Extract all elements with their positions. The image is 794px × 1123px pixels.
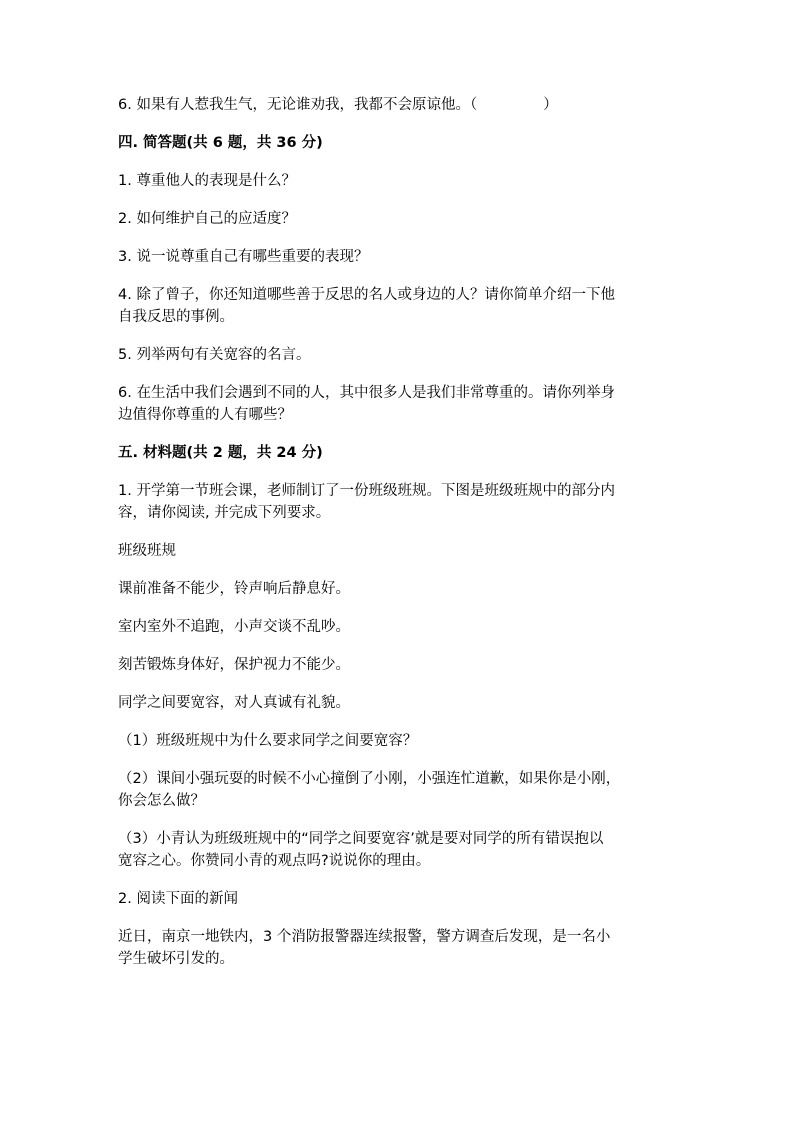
- section-4-question-3: 3. 说一说尊重自己有哪些重要的表现？: [118, 249, 369, 265]
- class-rule-4: 同学之间要宽容，对人真诚有礼貌。: [118, 695, 350, 711]
- document-page: [118, 94, 678, 986]
- sub-question-3: （3）小青认为班级班规中的“同学之间要宽容’就是要对同学的所有错误抱以 宽容之心。你赞同小青的观点吗?说说你的理由。: [118, 831, 604, 869]
- question-text: 6. 如果有人惹我生气，无论谁劝我，我都不会原谅他。（: [118, 97, 478, 113]
- question-6-previous: [118, 94, 678, 116]
- section-4-heading: 四. 简答题(共 6 题，共 36 分): [118, 135, 323, 151]
- class-rules-title: 班级班规: [118, 543, 176, 559]
- section-5-question-1-intro: 1. 开学第一节班会课，老师制订了一份班级班规。下图是班级班规中的部分内 容，请你阅读, 并完成下列要求。: [118, 483, 615, 521]
- section-4-question-6: 6. 在生活中我们会遇到不同的人，其中很多人是我们非常尊重的。请你列举身 边值得你尊重的人有哪些？: [118, 385, 615, 423]
- class-rule-3: 刻苦锻炼身体好，保护视力不能少。: [118, 657, 350, 673]
- section-4-question-1: 1. 尊重他人的表现是什么？: [118, 173, 296, 189]
- sub-question-1: （1）班级班规中为什么要求同学之间要宽容？: [118, 733, 418, 749]
- section-4-question-2: 2. 如何维护自己的应适度？: [118, 211, 296, 227]
- news-paragraph: 近日，南京一地铁内，3 个消防报警器连续报警，警方调查后发现，是一名小 学生破坏引发的。: [118, 929, 611, 967]
- answer-blank-close: ）: [543, 97, 558, 113]
- section-4-question-4: 4. 除了曾子，你还知道哪些善于反思的名人或身边的人？请你简单介绍一下他 自我反思的事例。: [118, 287, 615, 325]
- section-4-question-5: 5. 列举两句有关宽容的名言。: [118, 347, 311, 363]
- section-5-heading: 五. 材料题(共 2 题，共 24 分): [118, 445, 323, 461]
- sub-question-2: （2）课间小强玩耍的时候不小心撞倒了小刚，小强连忙道歉，如果你是小刚， 你会怎么做？: [118, 771, 621, 809]
- class-rule-2: 室内室外不追跑，小声交谈不乱吵。: [118, 619, 350, 635]
- class-rule-1: 课前准备不能少，铃声响后静息好。: [118, 581, 350, 597]
- section-5-question-2-intro: 2. 阅读下面的新闻: [118, 891, 238, 907]
